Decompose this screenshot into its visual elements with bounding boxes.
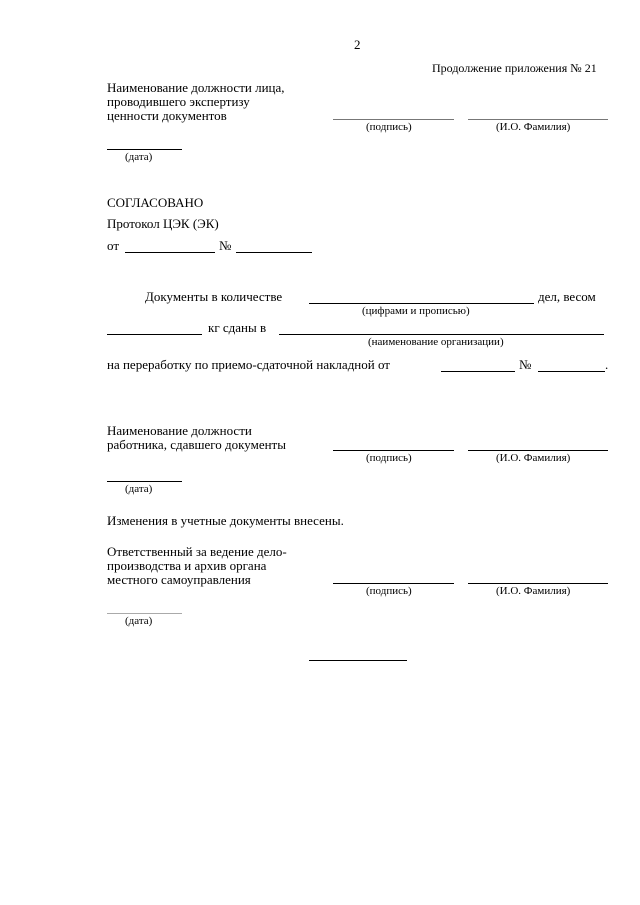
quantity-line[interactable]: [309, 303, 534, 304]
name-caption: (И.О. Фамилия): [496, 121, 571, 133]
closing-separator: [309, 660, 407, 661]
agreed-title: СОГЛАСОВАНО: [107, 195, 204, 210]
signature-caption: (подпись): [366, 121, 412, 133]
changes-note: Изменения в учетные документы внесены.: [107, 513, 344, 528]
weight-line[interactable]: [107, 334, 202, 335]
archive-responsible-label: Ответственный за ведение дело- производства и архив органа местного самоуправления: [107, 544, 287, 587]
name-line[interactable]: [468, 119, 608, 120]
name-line[interactable]: [468, 450, 608, 451]
date-caption: (дата): [125, 151, 153, 163]
handover-position-label: Наименование должности работника, сдавшего документы: [107, 423, 286, 452]
page-number: 2: [354, 37, 361, 52]
signature-line[interactable]: [333, 119, 454, 120]
protocol-number-line[interactable]: [236, 252, 312, 253]
date-line[interactable]: [107, 481, 182, 482]
protocol-from-label: от: [107, 238, 120, 253]
quantity-caption: (цифрами и прописью): [362, 305, 470, 317]
appendix-label: Продолжение приложения № 21: [432, 61, 597, 75]
expert-position-label: Наименование должности лица, проводившего экспертизу ценности документов: [107, 80, 285, 123]
invoice-number-label: №: [519, 357, 532, 372]
protocol-label: Протокол ЦЭК (ЭК): [107, 216, 219, 231]
transfer-line1-start: Документы в количестве: [145, 289, 283, 304]
signature-line[interactable]: [333, 583, 454, 584]
date-caption: (дата): [125, 615, 153, 627]
transfer-line3-end: .: [605, 357, 609, 372]
date-caption: (дата): [125, 483, 153, 495]
invoice-date-line[interactable]: [441, 371, 515, 372]
date-line[interactable]: [107, 613, 182, 614]
signature-caption: (подпись): [366, 452, 412, 464]
transfer-line3-start: на переработку по приемо-сдаточной накладной от: [107, 357, 390, 372]
organization-caption: (наименование организации): [368, 336, 504, 348]
signature-line[interactable]: [333, 450, 454, 451]
transfer-line1-end: дел, весом: [538, 289, 596, 304]
organization-line[interactable]: [279, 334, 604, 335]
date-line[interactable]: [107, 149, 182, 150]
invoice-number-line[interactable]: [538, 371, 605, 372]
name-line[interactable]: [468, 583, 608, 584]
protocol-date-line[interactable]: [125, 252, 215, 253]
protocol-number-label: №: [219, 238, 232, 253]
name-caption: (И.О. Фамилия): [496, 452, 571, 464]
signature-caption: (подпись): [366, 585, 412, 597]
transfer-line2-middle: кг сданы в: [208, 320, 267, 335]
name-caption: (И.О. Фамилия): [496, 585, 571, 597]
